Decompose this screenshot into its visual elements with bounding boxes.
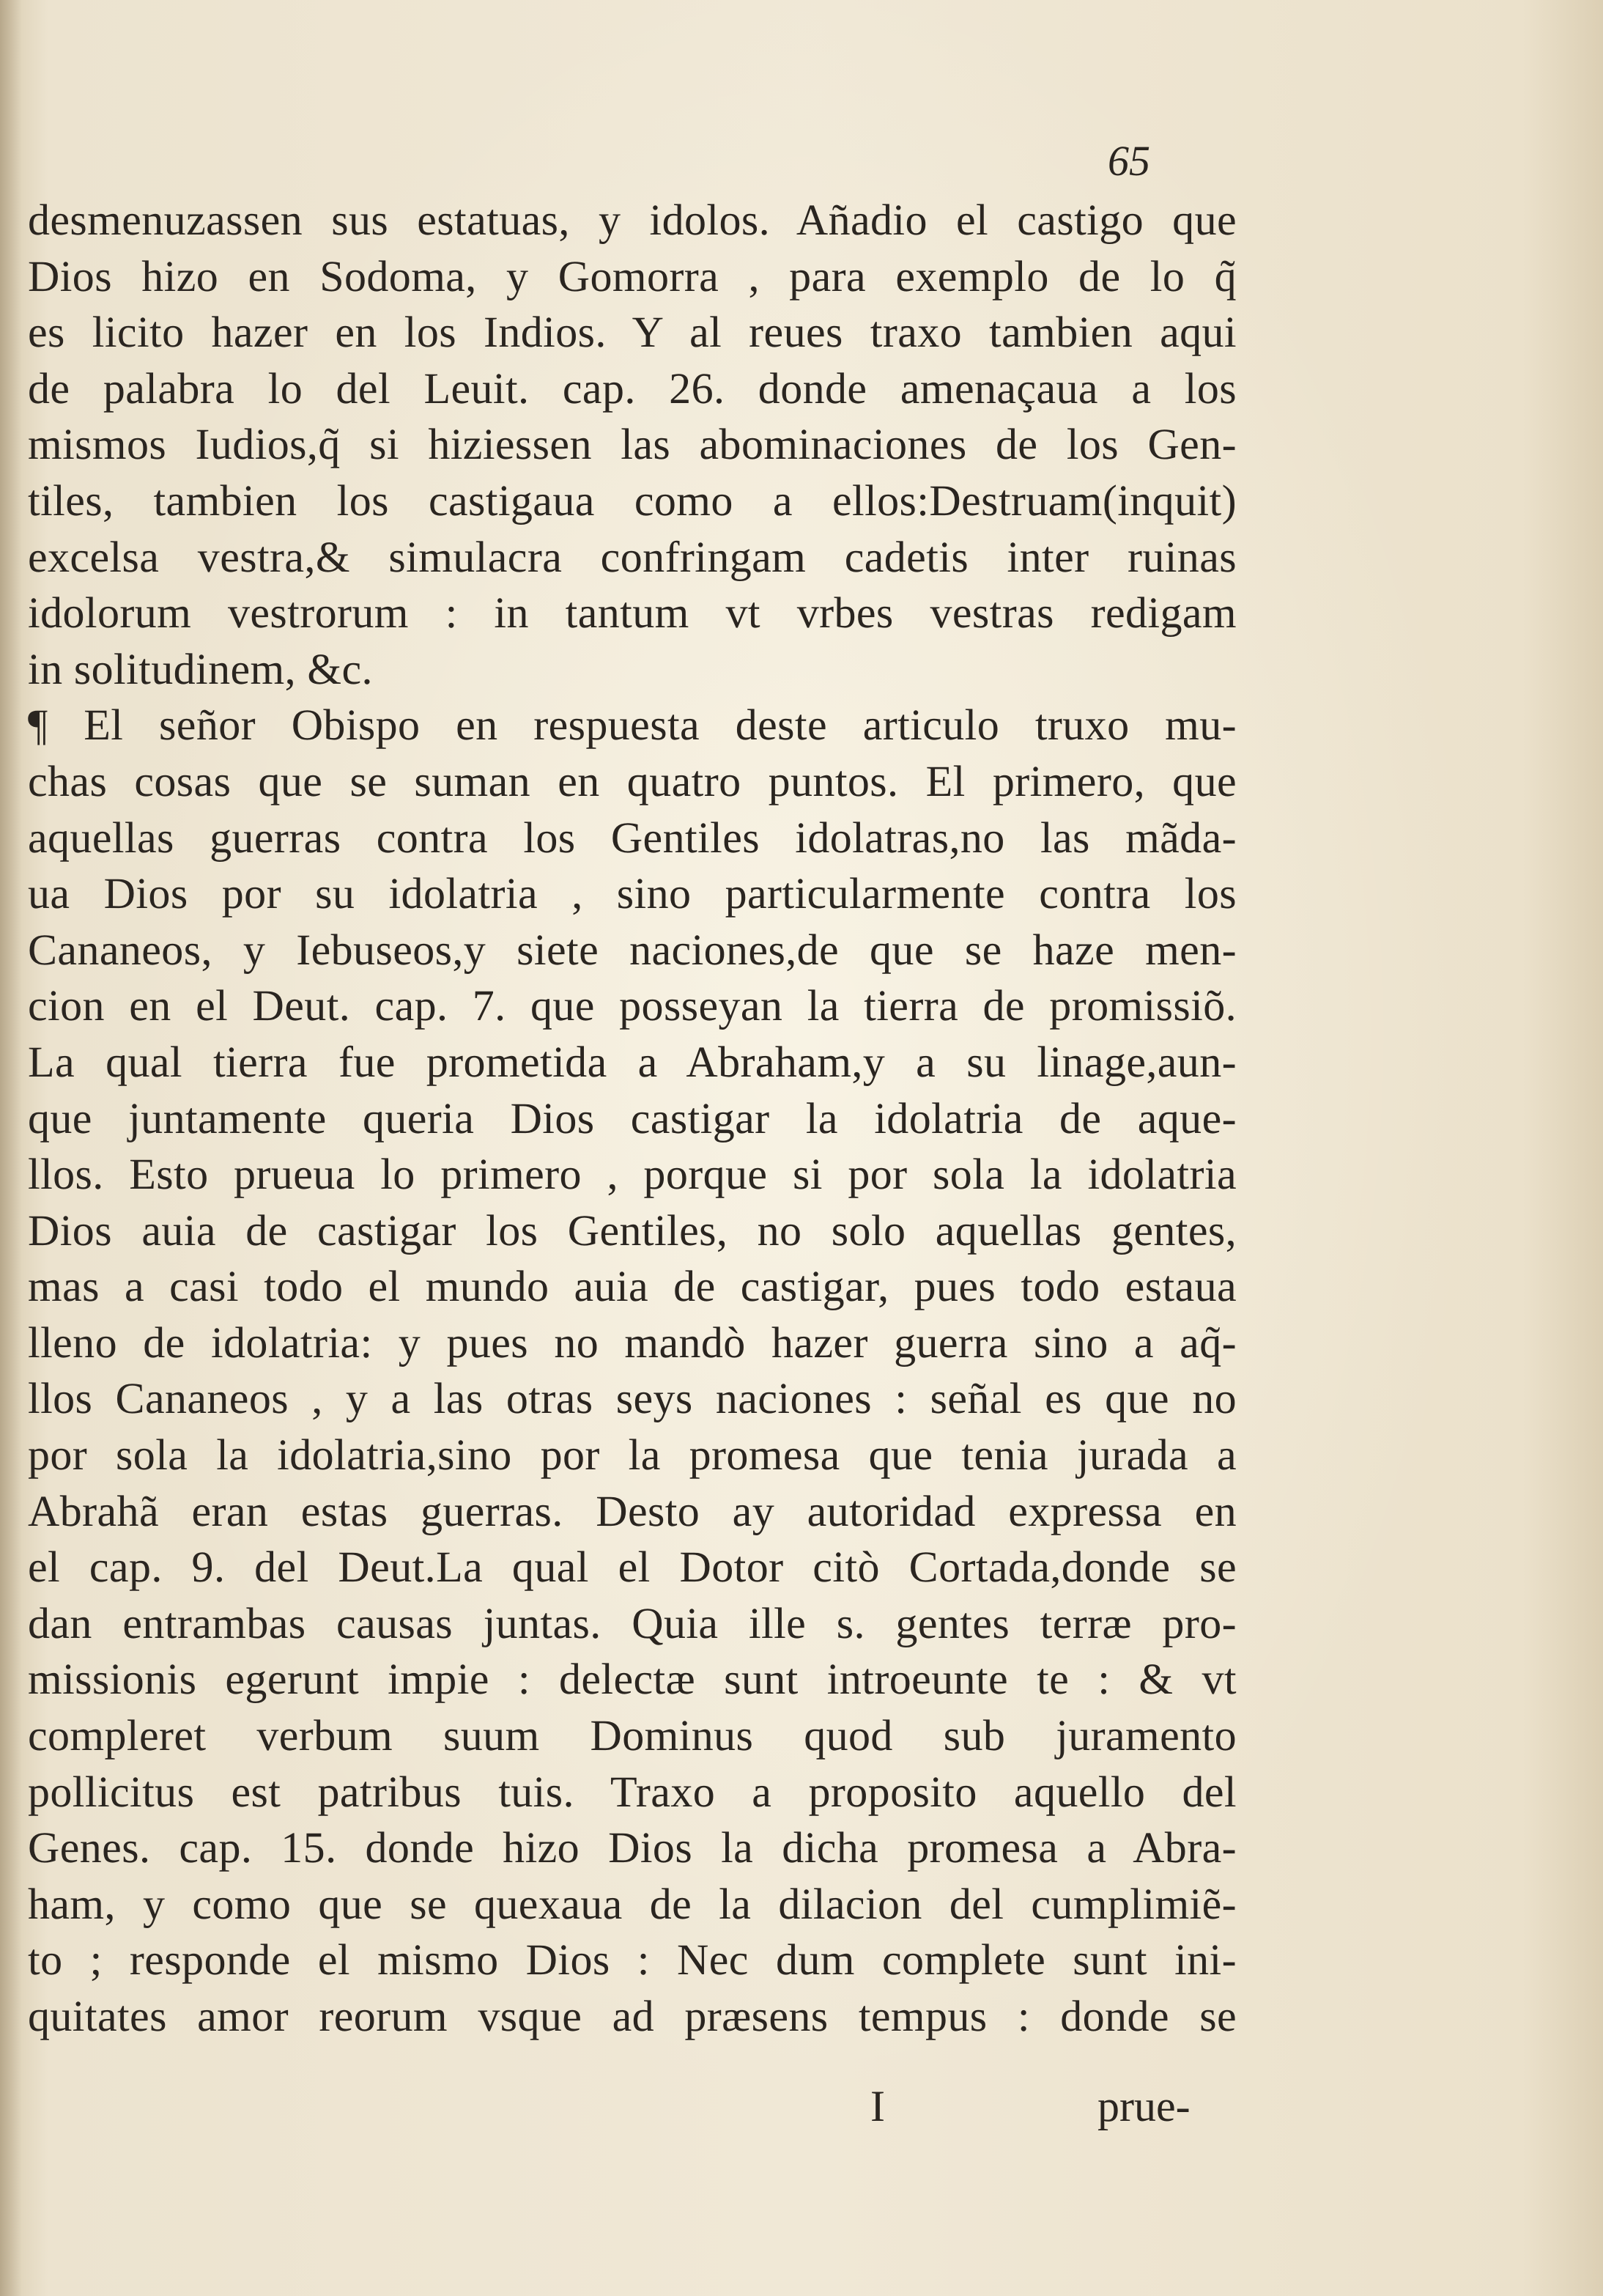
text-line: dan entrambas causas juntas. Quia ille s. gentes terræ pro-	[28, 1598, 1237, 1647]
text-line: Genes. cap. 15. donde hizo Dios la dicha promesa a Abra-	[28, 1823, 1237, 1872]
text-line: Abrahã eran estas guerras. Desto ay autoridad expressa en	[28, 1486, 1237, 1535]
text-line: por sola la idolatria,sino por la promesa que tenia jurada a	[28, 1431, 1237, 1480]
text-line: aquellas guerras contra los Gentiles idolatras,no las mãda-	[28, 813, 1237, 862]
text-line: es licito hazer en los Indios. Y al reues traxo tambien aqui	[28, 308, 1237, 357]
text-line: Cananeos, y Iebuseos,y siete naciones,de que se haze men-	[28, 925, 1237, 974]
text-line: que juntamente queria Dios castigar la idolatria de aque-	[28, 1093, 1237, 1143]
text-line: pollicitus est patribus tuis. Traxo a proposito aquello del	[28, 1767, 1237, 1816]
text-line: ua Dios por su idolatria , sino particularmente contra los	[28, 869, 1237, 918]
catchword: prue-	[1097, 2082, 1191, 2130]
text-line: excelsa vestra,& simulacra confringam cadetis inter ruinas	[28, 532, 1237, 581]
text-line: el cap. 9. del Deut.La qual el Dotor citò Cortada,donde se	[28, 1543, 1237, 1592]
text-line: missionis egerunt impie : delectæ sunt introeunte te : & vt	[28, 1655, 1237, 1704]
text-line: La qual tierra fue prometida a Abraham,y a su linage,aun-	[28, 1037, 1237, 1086]
gutter-shadow	[0, 0, 22, 2296]
text-line: ham, y como que se quexaua de la dilacion del cumplimiẽ-	[28, 1879, 1237, 1928]
text-line: idolorum vestrorum : in tantum vt vrbes vestras redigam	[28, 588, 1237, 638]
text-line: Dios hizo en Sodoma, y Gomorra , para exemplo de lo q̃	[28, 251, 1237, 300]
text-line: mismos Iudios,q̃ si hiziessen las abominaciones de los Gen-	[28, 420, 1237, 469]
text-line: lleno de idolatria: y pues no mandò hazer guerra sino a aq̃-	[28, 1318, 1237, 1367]
text-line: desmenuzassen sus estatuas, y idolos. Añadio el castigo que	[28, 196, 1237, 244]
text-line: quitates amor reorum vsque ad præsens tempus : donde se	[28, 1992, 1237, 2040]
text-line: llos. Esto prueua lo primero , porque si por sola la idolatria	[28, 1150, 1237, 1199]
text-line: to ; responde el mismo Dios : Nec dum complete sunt ini-	[28, 1935, 1237, 1985]
page-number: 65	[1108, 137, 1150, 185]
signature-mark: I	[870, 2082, 885, 2130]
text-line: cion en el Deut. cap. 7. que posseyan la tierra de promissiõ.	[28, 981, 1237, 1030]
text-line: Dios auia de castigar los Gentiles, no solo aquellas gentes,	[28, 1206, 1237, 1255]
text-line: chas cosas que se suman en quatro puntos. El primero, que	[28, 756, 1237, 805]
text-line: llos Cananeos , y a las otras seys naciones : señal es que no	[28, 1374, 1237, 1423]
page-footer	[0, 2077, 1603, 2136]
text-line: tiles, tambien los castigaua como a ellos:Destruam(inquit)	[28, 476, 1237, 525]
text-line: compleret verbum suum Dominus quod sub juramento	[28, 1711, 1237, 1760]
body-text	[28, 192, 1237, 2045]
text-line: ¶ El señor Obispo en respuesta deste articulo truxo mu-	[28, 701, 1237, 750]
text-line: de palabra lo del Leuit. cap. 26. donde amenaçaua a los	[28, 363, 1237, 413]
text-line: mas a casi todo el mundo auia de castigar, pues todo estaua	[28, 1262, 1237, 1311]
text-line: in solitudinem, &c.	[28, 644, 373, 693]
